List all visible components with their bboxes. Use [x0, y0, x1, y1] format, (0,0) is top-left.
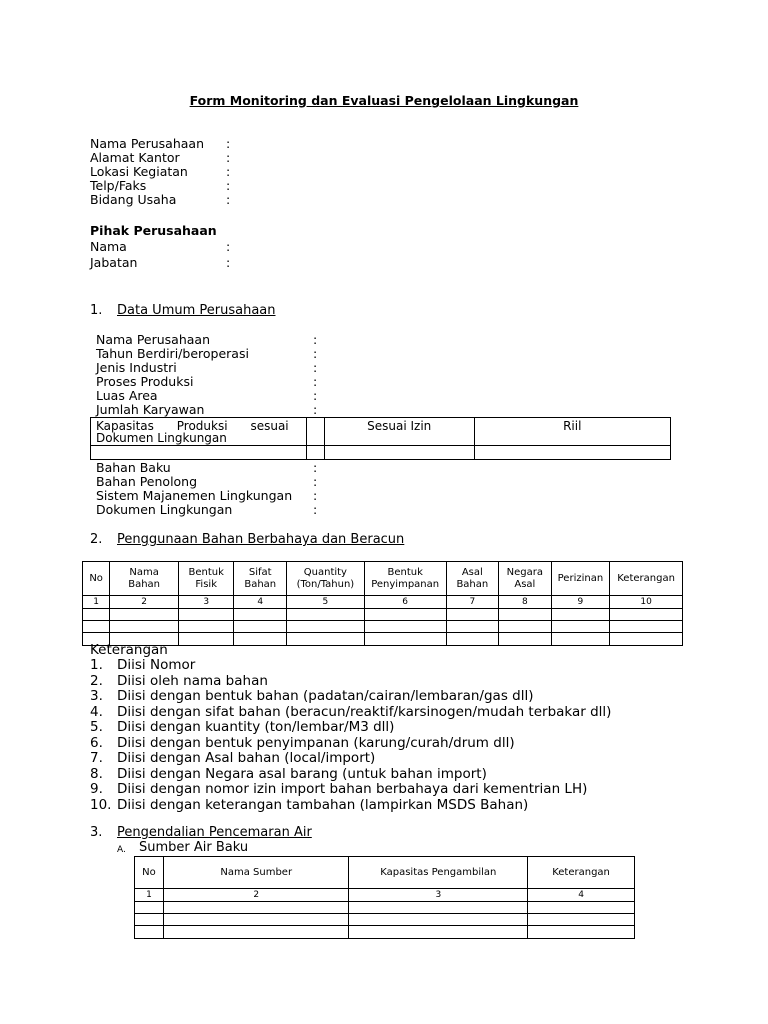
b3-column-number: 10 [610, 596, 683, 609]
section1-field-value[interactable] [325, 375, 652, 389]
section1-field-label: Proses Produksi [96, 374, 194, 389]
capacity-table [90, 417, 671, 460]
section1-field-value[interactable] [325, 403, 652, 417]
keterangan-text: Diisi dengan kuantity (ton/lembar/M3 dll) [117, 719, 395, 735]
keterangan-number: 2. [90, 672, 103, 689]
section1-field-value[interactable] [325, 461, 652, 475]
b3-header-cell [234, 562, 287, 596]
company-field-label: Nama Perusahaan [90, 136, 205, 151]
section1-field-label: Jumlah Karyawan [96, 402, 205, 417]
pihak-field-colon: : [226, 239, 231, 254]
keterangan-number: 9. [90, 781, 103, 797]
section1-field-colon: : [313, 402, 318, 417]
table-cell[interactable] [234, 621, 287, 633]
keterangan-text: Diisi dengan Negara asal barang (untuk bahan import) [117, 765, 487, 782]
table-cell[interactable] [135, 902, 164, 914]
keterangan-number: 6. [90, 734, 103, 751]
section1-field-label: Tahun Berdiri/beroperasi [96, 346, 249, 361]
company-field-label: Bidang Usaha [90, 192, 177, 207]
b3-header-cell [83, 562, 110, 596]
section1-title: Data Umum Perusahaan [117, 303, 276, 318]
company-field-value[interactable] [238, 165, 652, 179]
section3-sub-letter: A. [117, 845, 126, 855]
section3-number: 3. [90, 825, 103, 840]
b3-header-cell [610, 562, 683, 596]
table-cell[interactable] [83, 621, 110, 633]
section1-field-label: Bahan Penolong [96, 474, 198, 489]
capacity-label-line2: Dokumen Lingkungan [96, 431, 227, 445]
pihak-field-colon: : [226, 255, 231, 270]
section1-field-colon: : [313, 474, 318, 489]
keterangan-number: 10. [90, 796, 112, 813]
b3-header-row [83, 562, 683, 596]
b3-header-text: Bentuk [387, 566, 423, 578]
capacity-cell [306, 418, 324, 446]
keterangan-text: Diisi dengan sifat bahan (beracun/reaktif/karsinogen/mudah terbakar dll) [117, 703, 612, 720]
company-field-colon: : [226, 192, 231, 207]
section1-field-value[interactable] [325, 389, 652, 403]
capacity-riil-value[interactable] [474, 446, 670, 460]
pihak-heading: Pihak Perusahaan [90, 223, 217, 238]
table-cell[interactable] [163, 914, 349, 926]
b3-header-cell [364, 562, 446, 596]
b3-header-text: Negara [506, 566, 544, 578]
b3-column-number: 3 [178, 596, 234, 609]
table-cell[interactable] [287, 609, 365, 621]
keterangan-text: Diisi oleh nama bahan [117, 672, 268, 689]
capacity-cell [306, 446, 324, 460]
b3-column-number: 4 [234, 596, 287, 609]
pihak-field-value[interactable] [238, 240, 652, 254]
table-cell[interactable] [610, 609, 683, 621]
b3-header-text: Fisik [195, 578, 217, 590]
table-cell[interactable] [349, 926, 528, 939]
table-cell[interactable] [610, 621, 683, 633]
table-cell[interactable] [287, 621, 365, 633]
keterangan-number: 5. [90, 719, 103, 735]
pihak-field-label: Nama [90, 239, 127, 254]
table-cell[interactable] [551, 633, 610, 646]
table-cell[interactable] [110, 609, 179, 621]
water-header-row [135, 857, 635, 889]
water-header-cell: No [135, 857, 164, 889]
section1-field-value[interactable] [325, 347, 652, 361]
section1-field-colon: : [313, 374, 318, 389]
water-header-cell: Kapasitas Pengambilan [349, 857, 528, 889]
b3-header-text: Sifat [248, 566, 272, 578]
section1-field-colon: : [313, 488, 318, 503]
b3-table [82, 561, 683, 646]
b3-column-number: 8 [499, 596, 552, 609]
section1-field-colon: : [313, 460, 318, 475]
b3-header-text: Bahan [456, 578, 489, 590]
b3-header-text: Nama [129, 566, 159, 578]
table-cell[interactable] [135, 926, 164, 939]
section1-field-label: Jenis Industri [96, 360, 177, 375]
table-cell[interactable] [446, 633, 499, 646]
section1-field-label: Dokumen Lingkungan [96, 502, 233, 517]
b3-header-cell [446, 562, 499, 596]
water-header-cell: Keterangan [528, 857, 635, 889]
company-field-value[interactable] [238, 193, 652, 207]
table-cell[interactable] [446, 621, 499, 633]
table-cell[interactable] [135, 914, 164, 926]
section1-field-value[interactable] [325, 489, 652, 503]
pihak-field-value[interactable] [238, 256, 652, 270]
section3-title: Pengendalian Pencemaran Air [117, 825, 312, 840]
capacity-riil-header: Riil [474, 418, 670, 446]
company-field-colon: : [226, 178, 231, 193]
section1-field-label: Nama Perusahaan [96, 332, 211, 347]
capacity-izin-header: Sesuai Izin [324, 418, 474, 446]
keterangan-heading: Keterangan [90, 642, 168, 658]
section1-field-value[interactable] [325, 361, 652, 375]
water-number-row [135, 889, 635, 902]
table-cell[interactable] [610, 633, 683, 646]
company-field-value[interactable] [238, 179, 652, 193]
table-cell[interactable] [178, 609, 234, 621]
water-column-number: 4 [528, 889, 635, 902]
b3-header-text: (Ton/Tahun) [296, 578, 355, 590]
table-cell[interactable] [163, 902, 349, 914]
water-column-number: 3 [349, 889, 528, 902]
keterangan-text: Diisi Nomor [117, 657, 196, 673]
section1-field-label: Sistem Majanemen Lingkungan [96, 488, 293, 503]
section1-field-value[interactable] [325, 503, 652, 517]
b3-header-text: No [89, 572, 103, 584]
b3-column-number: 9 [551, 596, 610, 609]
section1-number: 1. [90, 303, 103, 318]
b3-header-cell [110, 562, 179, 596]
section1-field-value[interactable] [325, 333, 652, 347]
section1-field-value[interactable] [325, 475, 652, 489]
company-field-colon: : [226, 164, 231, 179]
table-cell[interactable] [551, 621, 610, 633]
table-cell[interactable] [499, 633, 552, 646]
table-row [83, 633, 683, 646]
section1-field-colon: : [313, 388, 318, 403]
table-row [83, 621, 683, 633]
company-field-label: Alamat Kantor [90, 150, 180, 165]
section1-field-label: Luas Area [96, 388, 158, 403]
page-title: Form Monitoring dan Evaluasi Pengelolaan Lingkungan [189, 93, 579, 108]
b3-header-text: Bentuk [188, 566, 224, 578]
b3-header-text: Asal [514, 578, 536, 590]
table-cell[interactable] [446, 609, 499, 621]
capacity-izin-value[interactable] [324, 446, 474, 460]
water-column-number: 1 [135, 889, 164, 902]
table-cell[interactable] [178, 633, 234, 646]
b3-header-text: Keterangan [617, 572, 675, 584]
keterangan-text: Diisi dengan nomor izin import bahan berbahaya dari kementrian LH) [117, 781, 588, 797]
capacity-cell [91, 446, 307, 460]
company-field-label: Telp/Faks [90, 178, 147, 193]
company-field-value[interactable] [238, 151, 652, 165]
b3-header-cell [551, 562, 610, 596]
section1-field-colon: : [313, 332, 318, 347]
table-cell[interactable] [551, 609, 610, 621]
water-source-table [134, 856, 635, 939]
table-cell[interactable] [499, 609, 552, 621]
section3-sub-title: Sumber Air Baku [139, 840, 249, 855]
table-cell[interactable] [349, 902, 528, 914]
table-row [83, 609, 683, 621]
table-cell[interactable] [163, 926, 349, 939]
b3-header-text: Penyimpanan [371, 578, 440, 590]
section2-number: 2. [90, 532, 103, 547]
keterangan-text: Diisi dengan bentuk bahan (padatan/cairan/lembaran/gas dll) [117, 688, 534, 704]
b3-column-number: 5 [287, 596, 365, 609]
table-cell[interactable] [83, 609, 110, 621]
b3-column-number: 7 [446, 596, 499, 609]
keterangan-text: Diisi dengan Asal bahan (local/import) [117, 750, 376, 766]
table-cell[interactable] [528, 902, 635, 914]
table-cell[interactable] [499, 621, 552, 633]
capacity-label-line1: Kapasitas Produksi sesuai [96, 419, 289, 433]
water-header-cell: Nama Sumber [163, 857, 349, 889]
b3-header-cell [287, 562, 365, 596]
table-cell[interactable] [234, 633, 287, 646]
table-cell[interactable] [178, 621, 234, 633]
company-field-colon: : [226, 150, 231, 165]
table-cell[interactable] [528, 914, 635, 926]
table-cell[interactable] [110, 621, 179, 633]
keterangan-text: Diisi dengan keterangan tambahan (lampirkan MSDS Bahan) [117, 796, 529, 813]
water-column-number: 2 [163, 889, 349, 902]
table-cell[interactable] [287, 633, 365, 646]
keterangan-number: 8. [90, 765, 103, 782]
b3-header-cell [178, 562, 234, 596]
table-cell[interactable] [234, 609, 287, 621]
b3-number-row [83, 596, 683, 609]
pihak-field-label: Jabatan [90, 255, 138, 270]
company-field-colon: : [226, 136, 231, 151]
b3-header-text: Perizinan [557, 572, 604, 584]
company-field-value[interactable] [238, 137, 652, 151]
table-cell[interactable] [364, 609, 446, 621]
table-row [135, 914, 635, 926]
table-row [135, 902, 635, 914]
table-cell[interactable] [364, 633, 446, 646]
table-cell[interactable] [349, 914, 528, 926]
b3-column-number: 1 [83, 596, 110, 609]
table-row [135, 926, 635, 939]
table-cell[interactable] [364, 621, 446, 633]
b3-header-text: Bahan [244, 578, 277, 590]
keterangan-number: 4. [90, 703, 103, 720]
keterangan-number: 3. [90, 688, 103, 704]
b3-header-text: Quantity [303, 566, 347, 578]
keterangan-number: 7. [90, 750, 103, 766]
section1-field-colon: : [313, 346, 318, 361]
keterangan-number: 1. [90, 657, 103, 673]
section2-title: Penggunaan Bahan Berbahaya dan Beracun [117, 532, 405, 547]
b3-header-cell [499, 562, 552, 596]
section1-field-colon: : [313, 360, 318, 375]
section1-field-colon: : [313, 502, 318, 517]
b3-column-number: 2 [110, 596, 179, 609]
b3-header-text: Bahan [128, 578, 160, 590]
section1-field-label: Bahan Baku [96, 460, 171, 475]
company-field-label: Lokasi Kegiatan [90, 164, 188, 179]
b3-column-number: 6 [364, 596, 446, 609]
keterangan-text: Diisi dengan bentuk penyimpanan (karung/curah/drum dll) [117, 734, 515, 751]
b3-header-text: Asal [461, 566, 483, 578]
table-cell[interactable] [528, 926, 635, 939]
capacity-label [91, 418, 307, 446]
